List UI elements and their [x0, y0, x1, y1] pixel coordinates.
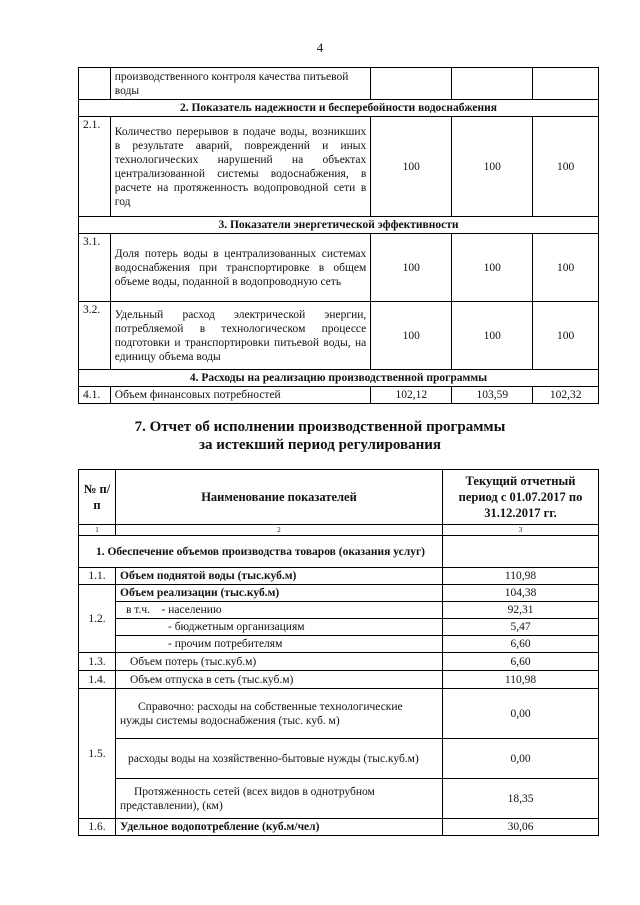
- table-row: [79, 68, 599, 100]
- value-cell: 100: [452, 234, 533, 302]
- value-cell: [533, 68, 599, 100]
- value-cell: 102,12: [371, 387, 452, 404]
- value-cell: 100: [371, 234, 452, 302]
- value-cell: [452, 68, 533, 100]
- value-cell: 100: [533, 117, 599, 217]
- value-cell: 5,47: [443, 619, 599, 636]
- indicator-name-cell: Объем финансовых потребностей: [110, 387, 371, 404]
- report-table: [78, 469, 599, 836]
- indicator-name-cell: Объем поднятой воды (тыс.куб.м): [116, 568, 443, 585]
- value-cell: 6,60: [443, 636, 599, 653]
- table-row: [79, 585, 599, 602]
- indicator-name-cell: Справочно: расходы на собственные технологические нужды системы водоснабжения (тыс. куб. м): [116, 689, 443, 739]
- value-cell: 18,35: [443, 779, 599, 819]
- sub-indicator-cell: [116, 602, 443, 619]
- colnum-3: 3: [443, 525, 599, 536]
- table-row: [79, 387, 599, 404]
- indicator-name-cell: Объем потерь (тыс.куб.м): [116, 653, 443, 671]
- table-row: [79, 302, 599, 370]
- value-cell: 100: [533, 302, 599, 370]
- table-row: [79, 636, 599, 653]
- table-row: [79, 619, 599, 636]
- heading-line-2: за истекший период регулирования: [198, 437, 442, 453]
- indicator-name-cell: Объем отпуска в сеть (тыс.куб.м): [116, 671, 443, 689]
- value-cell: 100: [371, 302, 452, 370]
- page-number: 4: [316, 40, 324, 55]
- table-row: [79, 689, 599, 739]
- row-number-cell: 1.2.: [79, 585, 116, 653]
- table-row: [79, 568, 599, 585]
- row-number-cell: 4.1.: [79, 387, 111, 404]
- value-cell: 110,98: [443, 671, 599, 689]
- heading-line-1: 7. Отчет об исполнении производственной программы: [134, 419, 506, 435]
- section-row: [79, 100, 599, 117]
- colnum-1: 1: [79, 525, 116, 536]
- header-row: [79, 470, 599, 525]
- table-row: [79, 671, 599, 689]
- row-number-cell: 2.1.: [79, 117, 111, 217]
- colnum-row: [79, 525, 599, 536]
- indicator-name-cell: Удельное водопотребление (куб.м/чел): [116, 819, 443, 836]
- value-cell: 0,00: [443, 739, 599, 779]
- table-row: [79, 653, 599, 671]
- indicator-name-cell: Количество перерывов в подаче воды, возникших в результате аварий, повреждений и иных технологических нарушений на объектах централизованной системы водоснабжения, в расчете на протяженность водопроводной сети в год: [110, 117, 371, 217]
- sub-indicator-cell: - бюджетным организациям: [116, 619, 443, 636]
- value-cell: 104,38: [443, 585, 599, 602]
- indicator-name-cell: Удельный расход электрической энергии, потребляемой в технологическом процессе подготовки и транспортировки питьевой воды, на единицу объема воды: [110, 302, 371, 370]
- row-number-cell: 1.1.: [79, 568, 116, 585]
- table-row: [79, 819, 599, 836]
- value-cell: 92,31: [443, 602, 599, 619]
- value-cell: 102,32: [533, 387, 599, 404]
- sub-label: - населению: [161, 604, 222, 616]
- value-cell: 110,98: [443, 568, 599, 585]
- row-number-cell: 1.6.: [79, 819, 116, 836]
- indicator-name-cell: производственного контроля качества питьевой воды: [110, 68, 371, 100]
- section-title: 2. Показатель надежности и бесперебойности водоснабжения: [79, 100, 599, 117]
- value-cell: [443, 536, 599, 568]
- row-number-cell: 3.1.: [79, 234, 111, 302]
- table-row: [79, 739, 599, 779]
- value-cell: [371, 68, 452, 100]
- section-title: 1. Обеспечение объемов производства товаров (оказания услуг): [79, 536, 443, 568]
- report-heading: [0, 418, 640, 454]
- table-row: [79, 117, 599, 217]
- row-number-cell: 1.5.: [79, 689, 116, 819]
- value-cell: 100: [533, 234, 599, 302]
- table-row: [79, 234, 599, 302]
- col-header-period: Текущий отчетный период с 01.07.2017 по 31.12.2017 гг.: [443, 470, 599, 525]
- section-row: [79, 370, 599, 387]
- col-header-name: Наименование показателей: [116, 470, 443, 525]
- row-number-cell: 1.3.: [79, 653, 116, 671]
- section-title: 4. Расходы на реализацию производственной программы: [79, 370, 599, 387]
- row-number-cell: [79, 68, 111, 100]
- row-number-cell: 3.2.: [79, 302, 111, 370]
- value-cell: 100: [371, 117, 452, 217]
- indicator-name-cell: Объем реализации (тыс.куб.м): [116, 585, 443, 602]
- indicator-name-cell: Доля потерь воды в централизованных системах водоснабжения при транспортировке в общем объеме воды, поданной в водопроводную сеть: [110, 234, 371, 302]
- sub-indicator-cell: - прочим потребителям: [116, 636, 443, 653]
- value-cell: 103,59: [452, 387, 533, 404]
- table-row: [79, 779, 599, 819]
- indicator-name-cell: расходы воды на хозяйственно-бытовые нужды (тыс.куб.м): [116, 739, 443, 779]
- value-cell: 100: [452, 117, 533, 217]
- indicators-table: [78, 67, 599, 404]
- colnum-2: 2: [116, 525, 443, 536]
- value-cell: 0,00: [443, 689, 599, 739]
- row-number-cell: 1.4.: [79, 671, 116, 689]
- value-cell: 30,06: [443, 819, 599, 836]
- indicator-name-cell: Протяженность сетей (всех видов в однотрубном представлении), (км): [116, 779, 443, 819]
- value-cell: 6,60: [443, 653, 599, 671]
- value-cell: 100: [452, 302, 533, 370]
- col-header-number: № п/п: [79, 470, 116, 525]
- section-title: 3. Показатели энергетической эффективности: [79, 217, 599, 234]
- section-row: [79, 536, 599, 568]
- section-row: [79, 217, 599, 234]
- table-row: [79, 602, 599, 619]
- sub-prefix: в т.ч.: [126, 604, 150, 616]
